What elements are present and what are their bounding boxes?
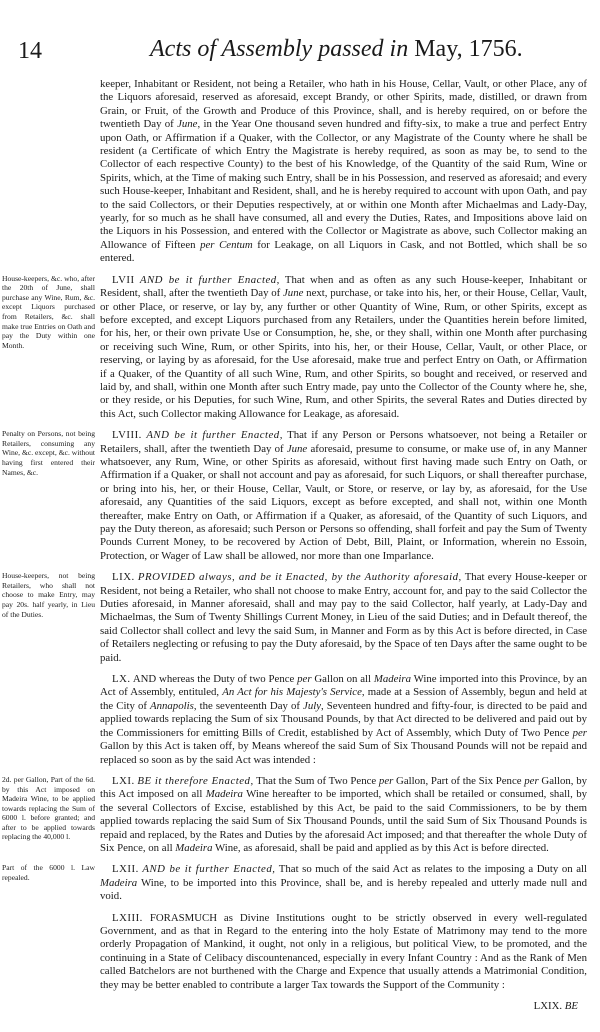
section-number: LIX. <box>112 571 135 584</box>
text-segment: That the Sum of Two Pence <box>253 774 379 787</box>
italic-text: Madeira <box>100 876 138 889</box>
text-segment: next, purchase, or take into his, her, or their House, Cellar, Vault, or other Place, or reserve, or lay by, any further or other Quantity of Wine, Rum, or other Spirits, except as before excepted, and except Liquors purchased from any Retailers, under the Quantities herein before limited, for his, her, or their own private Use or Consumption, he, she, or they shall, within one Month after purchasing or receiving such Wine, Rum, or other Spirits, into his, her, or their House, Cellar, Vault, or other Place, or reserving, or laying by as aforesaid, for the Use aforesaid, make true and perfect Entry on Oath, or Affirmation if a Quaker, of the Quantity of all such Wine, Rum, and other Spirits, so bought and received, or reserved and laid by, and shall, within one Month after such Entry made, pay unto the Collector of the County where he, she, or they reside, or his Deputies, for such Wine, Rum, and other Spirits, the several Rates and Duties directed by this Act, such Collector making Allowance for Leakage, as aforesaid. <box>100 287 587 420</box>
text-segment: for Leakage, on all Liquors in Cask, and not Bottled, which shall be so entered. <box>100 238 587 265</box>
text-segment: , the seventeenth Day of <box>193 699 304 712</box>
italic-text: June <box>177 118 198 131</box>
italic-text: June <box>286 442 308 455</box>
section-number: LXII. <box>112 863 139 876</box>
text-segment: Wine, to be imported into this Province, shall be, and is hereby repealed and utterly made null and void. <box>100 876 587 903</box>
page-number: 14 <box>18 38 42 64</box>
section-number: LXIII. <box>112 911 143 924</box>
running-title <box>150 36 523 63</box>
text-segment: Wine hereafter to be imported, which shall be retailed or consumed, shall, by the several Collectors of Excise, established by this Act, be paid to the said Commissioners, to be by them applied towards replacing the said Sum of Six Thousand Pounds, until the said Sum of Six Thousand Pounds is repaid and replaced, by the Rates and Duties by the aforesaid Act imposed; and that thereafter the whole Duty of Six Pence, on all <box>100 788 587 854</box>
margin-column <box>2 429 95 477</box>
enacting-clause: BE it therefore Enacted, <box>137 774 254 787</box>
section-lx <box>100 673 587 767</box>
section-row-lxi <box>2 775 590 855</box>
italic-text: per <box>524 774 539 787</box>
text-segment: Wine imported into this Province, by an Act of Assembly, entituled, <box>100 673 587 699</box>
text-segment: That every House-keeper or Resident, not being a Retailer, who shall not choose to make Entry, account for, and pay to the said Collector the Duties aforesaid, in Manner aforesaid, shall and may pay to the said Collector, half yearly, at Lady-Day and Michaelmas, the Sum of Twenty Shillings Current Money, in Lieu of the said Duties; and in Default thereof, the said Collector shall collect and levy the said Sum, in Manner and Form as by this Act is before directed, in Case of Retailers neglecting or refusing to pay the Duty aforesaid, by the Space of ten Days after the same ought to be paid. <box>100 571 588 664</box>
text-segment: aforesaid, presume to consume, or make use of, in any Manner whatsoever, any Rum, Wine, or other Spirits as aforesaid, without first having made such Entry on Oath, or Affirmation if a Quaker, or shall not account and pay as aforesaid, for such Liquors, or shall thereafter purchase, or bring into his, her, or their House, Cellar, Vault, or Store, or reserve, or lay by, as aforesaid, for the Use aforesaid, any Quantities of the said Liquors, except as before excepted, and shall not, within one Month thereafter, make Entry on Oath, or Affirmation if a Quaker, as aforesaid, of the Quantity of such Liquors, and pay the Duty thereon, as aforesaid; such Person or Persons so offending, shall forfeit and pay the Sum of Twenty Pounds Current Money, to be recovered by Action of Debt, Bill, Plaint, or Information, wherein no Essoin, Protection, or Wager of Law shall be allowed, nor more than one Imparlance. <box>100 442 587 562</box>
section-row-lxii <box>2 863 590 903</box>
text-segment: , in the Year One thousand seven hundred and fifty-six, to make a true and perfect Entry upon Oath, or Affirmation if a Quaker, with the Collector, or any Magistrate of the County where he shall be resident (a Certificate of which Entry the Magistrate is hereby required, as soon as may be, to send to the Collector of each respective County) to the best of his Knowledge, of the Quantity of the said Rum, Wine or Spirits, which, at the Time of making such Entry, shall be in his Possession, and reserved as aforesaid; and every such House-keeper, Inhabitant and Resident, shall, and he is hereby required to account with upon Oath, and pay to the said Collectors, or their Deputies respectively, at or within one Month after Michaelmas and Lady-Day, yearly, for so much as he shall have consumed, all and every the Duties, Rates, and Impositions above laid on the Liquors in his Possession, and entered with the Collector or Magistrate as above, such Collector making an Allowance of Fifteen <box>100 118 587 251</box>
italic-text: Madeira <box>373 673 412 686</box>
body-text <box>2 78 590 1012</box>
italic-text: per <box>572 726 587 739</box>
italic-text: per <box>297 673 312 686</box>
catchword <box>2 1000 590 1012</box>
text-segment: That so much of the said Act as relates to the imposing a Duty on all <box>275 863 587 876</box>
enacting-clause: AND be it further Enacted, <box>142 863 276 876</box>
section-lviii <box>100 429 587 563</box>
section-row-lvii <box>2 274 590 421</box>
text-segment: Gallon by this Act is taken off, by Means whereof the said Sum of Six Thousand Pounds will not be repaid and replaced so soon as by the said Act was intended : <box>100 740 587 766</box>
text-segment: Gallon on all <box>311 673 374 686</box>
italic-text: June <box>283 287 304 300</box>
section-number: LX. <box>112 673 131 686</box>
text-segment: That when and as often as any such House-keeper, Inhabitant or Resident, shall, after the twentieth Day of <box>100 273 587 300</box>
running-title-date: May, 1756. <box>414 36 523 62</box>
section-number: LXI. <box>112 774 135 787</box>
margin-note-2d-per-gallon: 2d. per Gallon, Part of the 6d. by this Act imposed on Madeira Wine, to be applied towards replacing the Sum of 6000 l. before granted; and after to be applied towards replacing the 40,000 l. <box>2 774 95 842</box>
catchword-word: BE <box>564 1000 578 1012</box>
section-row-lix <box>2 571 590 665</box>
margin-note-house-keepers-purchase: House-keepers, &c. who, after the 20th of June, shall purchase any Wine, Rum, &c. except Liquors purchased from Retailers, &c. shall make true Entries on Oath and pay the Duty within one Month. <box>2 273 95 350</box>
margin-column <box>2 863 95 882</box>
text-segment: Gallon, by this Act imposed on all <box>100 774 588 801</box>
italic-text: July <box>303 699 322 712</box>
text-segment: Gallon, Part of the Six Pence <box>393 774 525 787</box>
text-segment: keeper, Inhabitant or Resident, not being a Retailer, who hath in his House, Cellar, Vault, or other Place, any of the Liquors aforesaid, reserved as aforesaid, except Brandy, or other Spirits, made, distilled, or drawn from Grain, or Fruit, of the Growth and Produce of this Province, shall, and is hereby required, on or before the twentieth Day of <box>100 78 587 131</box>
section-number: LVIII. <box>112 429 142 442</box>
section-row-continuation <box>2 78 590 266</box>
text-segment: AND whereas the Duty of two Pence <box>130 673 298 686</box>
italic-text: Madeira <box>205 788 243 801</box>
enacting-clause: PROVIDED always, and be it Enacted, by the Authority aforesaid, <box>137 571 462 584</box>
catchword-number: LXIX. <box>533 1000 563 1012</box>
text-segment: , Seventeen hundred and fifty-four, is directed to be paid and applied towards replacing the Sum of six Thousand Pounds, by that Act directed to be delivered and paid out by the Commissioners for emitting Bills of Credit, established by Act of Assembly, which Duty of Two Pence <box>100 699 587 739</box>
italic-text: Madeira <box>175 841 213 854</box>
italic-text: per Centum <box>200 238 253 251</box>
margin-note-penalty: Penalty on Persons, not being Retailers, consuming any Wine, &c. except, &c. without having first entered their Names, &c. <box>2 429 95 477</box>
enacting-clause: AND be it further Enacted, <box>139 273 280 286</box>
section-lvii <box>100 274 587 421</box>
enacting-clause: AND be it further Enacted, <box>146 429 283 442</box>
section-lxi <box>100 775 587 855</box>
section-row-lx <box>2 673 590 767</box>
text-segment: Wine, as aforesaid, shall be paid and applied as by this Act is before directed. <box>212 841 549 854</box>
text-segment: FORASMUCH as Divine Institutions ought to be strictly observed in every well-regulated Government, and as that in Regard to the entering into the holy Estate of Matrimony may tend to the more orderly Propagation of Mankind, it ought, not only in a religious, but political View, to be promoted, and the continuing in a State of Celibacy discountenanced, especially in every Infant Country : And as the Rank of Men called Batchelors are not burthened with the Charge and Expence that usually attends a Matrimonial Condition, they may be better enabled to contribute a larger Tax towards the Support of the Community : <box>100 911 587 991</box>
section-row-lxiii <box>2 912 590 992</box>
section-lxiii <box>100 912 587 992</box>
section-number: LVII <box>112 273 135 286</box>
section-lxii <box>100 863 587 903</box>
margin-note-house-keepers-20s: House-keepers, not being Retailers, who shall not choose to make Entry, may pay 20s. half yearly, in Lieu of the Duties. <box>2 571 95 619</box>
section-lix <box>100 571 587 665</box>
text-segment: That if any Person or Persons whatsoever, not being a Retailer or Retailers, shall, after the twentieth Day of <box>100 429 587 455</box>
margin-column <box>2 274 95 351</box>
italic-text: Annapolis <box>150 699 194 712</box>
italic-text: per <box>378 774 394 787</box>
margin-note-law-repealed: Part of the 6000 l. Law repealed. <box>2 863 95 882</box>
italic-text: An Act for his Majesty's Service <box>222 686 362 699</box>
margin-column <box>2 775 95 842</box>
section-row-lviii <box>2 429 590 563</box>
margin-column <box>2 571 95 619</box>
section-continuation <box>100 78 587 266</box>
running-title-italic: Acts of Assembly passed in <box>150 36 409 62</box>
text-segment: , made at a Session of Assembly, begun and held at the City of <box>100 686 587 712</box>
